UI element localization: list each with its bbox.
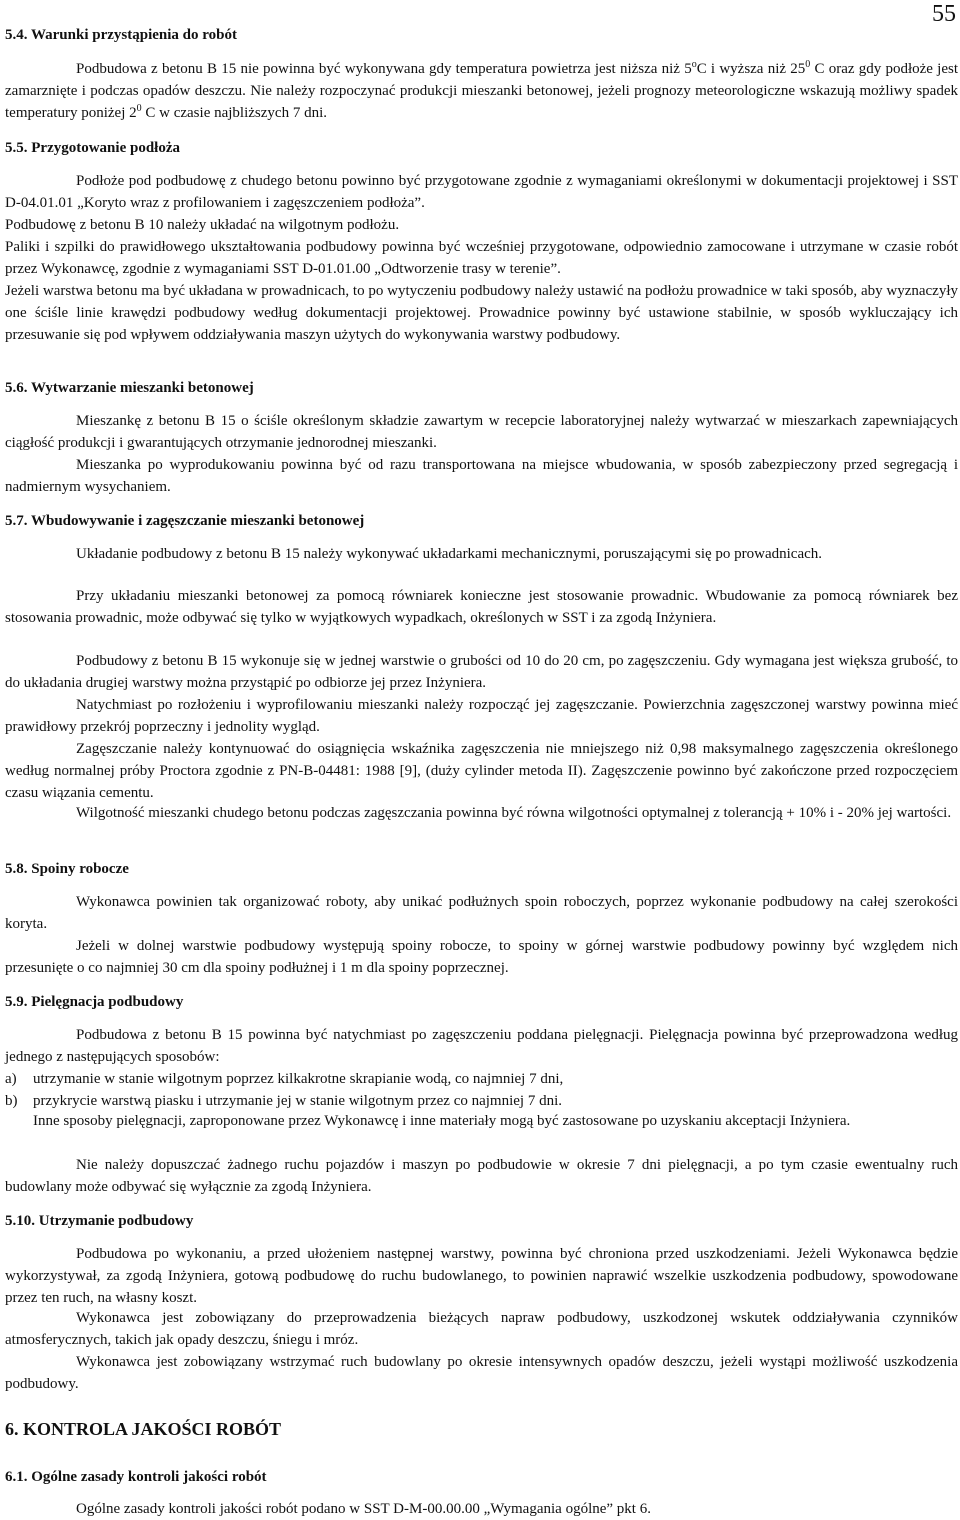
section-5-4-heading: 5.4. Warunki przystąpienia do robót [5, 27, 237, 43]
section-5-9-paragraph-1: Podbudowa z betonu B 15 powinna być natychmiast po zagęszczeniu poddana pielęgnacji. Pielęgnacja powinna być przeprowadzona według jednego z następujących sposobów: [5, 1027, 958, 1065]
section-5-10-heading: 5.10. Utrzymanie podbudowy [5, 1213, 194, 1229]
section-5-7-paragraph-1: Układanie podbudowy z betonu B 15 należy wykonywać układarkami mechanicznymi, poruszającymi się po prowadnicach. [76, 546, 823, 562]
section-6-1-paragraph: Ogólne zasady kontroli jakości robót podano w SST D-M-00.00.00 „Wymagania ogólne” pkt 6. [76, 1501, 651, 1517]
section-5-10-paragraph-3: Wykonawca jest zobowiązany wstrzymać ruch budowlany po okresie intensywnych opadów deszczu, jeżeli wystąpi możliwość uszkodzenia podbudowy. [5, 1354, 958, 1392]
section-5-8-heading: 5.8. Spoiny robocze [5, 861, 129, 877]
section-5-7-paragraph-5: Zagęszczanie należy kontynuować do osiągnięcia wskaźnika zagęszczenia nie mniejszego niż 0,98 maksymalnego zagęszczenia określonego według normalnej próby Proctora zgodnie z PN-B-04481: 1988 [9], (duży cylinder metoda II). Zagęszczenie powinno być zakończone przed rozpoczęciem czasu wiązania cementu. [5, 741, 958, 801]
list-item-text: przykrycie warstwą piasku i utrzymanie jej w stanie wilgotnym przez co najmniej 7 dni. [33, 1093, 563, 1109]
section-5-5-paragraph-4: Jeżeli warstwa betonu ma być układana w prowadnicach, to po wytyczeniu podbudowy należy ustawić na podłożu prowadnice w taki sposób, aby wyznaczyły one ściśle linie krawędzi podbudowy według dokumentacji projektowej. Prowadnice powinny być ustawione stabilnie, w sposób wykluczający ich przesuwanie się pod wpływem oddziaływania maszyn użytych do wykonywania warstwy podbudowy. [5, 283, 958, 343]
section-5-10-paragraph-1: Podbudowa po wykonaniu, a przed ułożeniem następnej warstwy, powinna być chroniona przed uszkodzeniami. Jeżeli Wykonawca będzie wykorzystywał, za zgodą Inżyniera, gotową podbudowę do ruchu budowlanego, to powinien naprawić wszelkie uszkodzenia podbudowy, spowodowane przez ten ruch, na własny koszt. [5, 1246, 958, 1306]
section-5-7-heading: 5.7. Wbudowywanie i zagęszczanie mieszanki betonowej [5, 513, 365, 529]
section-5-5-paragraph-3: Paliki i szpilki do prawidłowego ukształtowania podbudowy powinna być wcześniej przygotowane, odpowiednio zamocowane i utrzymane w czasie robót przez Wykonawcę, zgodnie z wymaganiami SST D-01.01.00 „Odtworzenie trasy w terenie”. [5, 239, 958, 277]
section-5-9-paragraph-3: Nie należy dopuszczać żadnego ruchu pojazdów i maszyn po podbudowie w okresie 7 dni pielęgnacji, a po tym czasie ewentualny ruch budowlany może odbywać się wyłącznie za zgodą Inżyniera. [5, 1157, 958, 1195]
section-5-7-paragraph-6: Wilgotność mieszanki chudego betonu podczas zagęszczania powinna być równa wilgotności optymalnej z tolerancją + 10% i - 20% jej wartości. [76, 805, 952, 821]
list-marker: a) [5, 1071, 17, 1087]
list-item [5, 1090, 958, 1112]
list-marker: b) [5, 1093, 18, 1109]
page-number: 55 [932, 1, 956, 27]
section-5-7-paragraph-3: Podbudowy z betonu B 15 wykonuje się w jednej warstwie o grubości od 10 do 20 cm, po zagęszczeniu. Gdy wymagana jest większa grubość, to do układania drugiej warstwy można przystąpić po odbiorze jej przez Inżyniera. [5, 653, 958, 691]
section-5-7-paragraph-2: Przy układaniu mieszanki betonowej za pomocą równiarek konieczne jest stosowanie prowadnic. Wbudowanie za pomocą równiarek bez stosowania prowadnic, może odbywać się tylko w wyjątkowych wypadkach, określonych w SST i za zgodą Inżyniera. [5, 588, 958, 626]
list-item-text: utrzymanie w stanie wilgotnym poprzez kilkakrotne skrapianie wodą, co najmniej 7 dni, [33, 1071, 564, 1087]
section-5-6-paragraph-2: Mieszanka po wyprodukowaniu powinna być od razu transportowana na miejsce wbudowania, w sposób zabezpieczony przed segregacją i nadmiernym wysychaniem. [5, 457, 958, 495]
section-5-5-paragraph-2: Podbudowę z betonu B 10 należy układać na wilgotnym podłożu. [5, 217, 400, 233]
section-5-8-paragraph-1: Wykonawca powinien tak organizować roboty, aby unikać podłużnych spoin roboczych, poprzez wykonanie podbudowy na całej szerokości koryta. [5, 894, 958, 932]
section-5-9-paragraph-2: Inne sposoby pielęgnacji, zaproponowane przez Wykonawcę i inne materiały mogą być zastosowane po uzyskaniu akceptacji Inżyniera. [33, 1113, 851, 1129]
section-5-4-paragraph: Podbudowa z betonu B 15 nie powinna być wykonywana gdy temperatura powietrza jest niższa niż 5$^o$C i wyższa niż $25^0$ C oraz gdy podłoże jest zamarznięte i podczas opadów deszczu. Nie należy rozpoczynać produkcji mieszanki betonowej, jeżeli prognozy meteorologiczne wskazują możliwy spadek temperatury poniżej $2^0$ C w czasie najbliższych 7 dni. [5, 59, 958, 121]
section-5-5-heading: 5.5. Przygotowanie podłoża [5, 140, 180, 156]
list-item [5, 1068, 958, 1090]
section-5-10-paragraph-2: Wykonawca jest zobowiązany do przeprowadzenia bieżących napraw podbudowy, uszkodzonej wskutek oddziaływania czynników atmosferycznych, takich jak opady deszczu, śniegu i mróz. [5, 1310, 958, 1348]
care-methods-list [5, 1068, 958, 1112]
chapter-6-heading: 6. KONTROLA JAKOŚCI ROBÓT [5, 1419, 282, 1439]
section-5-5-paragraph-1: Podłoże pod podbudowę z chudego betonu powinno być przygotowane zgodnie z wymaganiami określonymi w dokumentacji projektowej i SST D-04.01.01 „Koryto wraz z profilowaniem i zagęszczeniem podłoża”. [5, 173, 958, 211]
section-5-8-paragraph-2: Jeżeli w dolnej warstwie podbudowy występują spoiny robocze, to spoiny w górnej warstwie podbudowy powinny być względem nich przesunięte o co najmniej 30 cm dla spoiny podłużnej i 1 m dla spoiny poprzecznej. [5, 938, 958, 976]
section-5-7-paragraph-4: Natychmiast po rozłożeniu i wyprofilowaniu mieszanki należy rozpocząć jej zagęszczanie. Powierzchnia zagęszczonej warstwy powinna mieć prawidłowy przekrój poprzeczny i jednolity wygląd. [5, 697, 958, 735]
section-5-6-paragraph-1: Mieszankę z betonu B 15 o ściśle określonym składzie zawartym w recepcie laboratoryjnej należy wytwarzać w mieszarkach zapewniających ciągłość produkcji i gwarantujących otrzymanie jednorodnej mieszanki. [5, 413, 958, 451]
section-5-9-heading: 5.9. Pielęgnacja podbudowy [5, 994, 184, 1010]
section-5-6-heading: 5.6. Wytwarzanie mieszanki betonowej [5, 380, 254, 396]
section-6-1-heading: 6.1. Ogólne zasady kontroli jakości robót [5, 1469, 267, 1485]
